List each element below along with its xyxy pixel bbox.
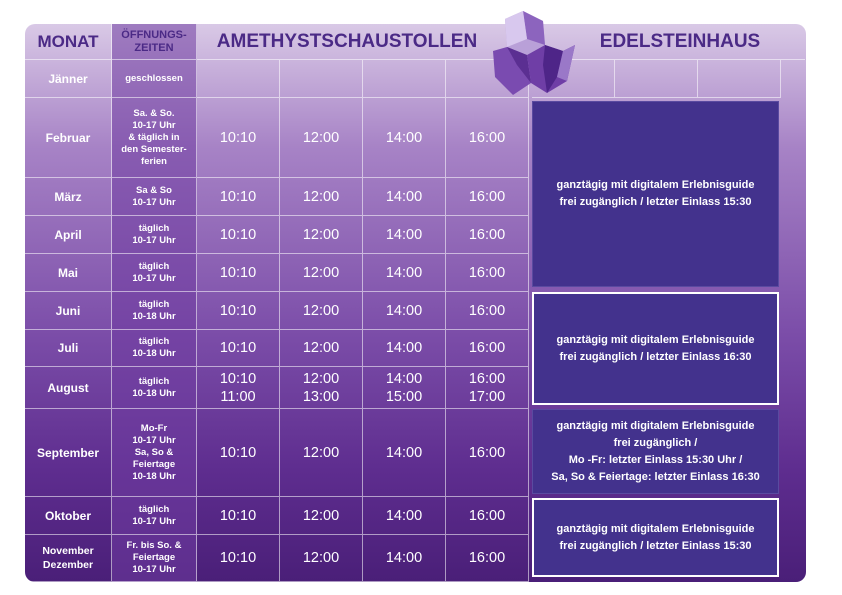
tour-time-cell: 10:10 <box>197 178 280 216</box>
tour-time-cell: 12:00 13:00 <box>280 367 363 409</box>
month-cell: September <box>25 409 112 497</box>
tour-time-cell: 12:00 <box>280 178 363 216</box>
info-box-jun-aug: ganztägig mit digitalem Erlebnisguide frei zugänglich / letzter Einlass 16:30 <box>532 292 779 405</box>
tour-time-cell: 12:00 <box>280 535 363 582</box>
tour-time-cell: 10:10 <box>197 409 280 497</box>
opening-hours-cell: täglich 10-18 Uhr <box>112 330 197 367</box>
tour-time-cell: 14:00 <box>363 409 446 497</box>
tour-time-cell: 12:00 <box>280 216 363 254</box>
tour-time-cell: 16:00 <box>446 535 529 582</box>
amethyst-crystal-icon <box>487 11 579 99</box>
tour-time-cell: 16:00 <box>446 409 529 497</box>
opening-hours-cell: täglich 10-18 Uhr <box>112 292 197 330</box>
month-cell: Mai <box>25 254 112 292</box>
month-cell: Februar <box>25 98 112 178</box>
opening-hours-cell: Sa & So 10-17 Uhr <box>112 178 197 216</box>
tour-time-cell: 12:00 <box>280 98 363 178</box>
header-amethyst-tunnel: AMETHYSTSCHAUSTOLLEN <box>197 24 497 60</box>
tour-time-cell: 16:00 <box>446 254 529 292</box>
header-gem-house: EDELSTEINHAUS <box>555 24 805 60</box>
tour-time-cell: 14:00 <box>363 254 446 292</box>
opening-hours-cell: täglich 10-17 Uhr <box>112 216 197 254</box>
tour-time-cell: 14:00 <box>363 178 446 216</box>
tour-time-cell: 14:00 <box>363 98 446 178</box>
tour-time-cell: 16:00 <box>446 330 529 367</box>
tour-time-cell: 10:10 <box>197 254 280 292</box>
tour-time-cell: 14:00 <box>363 330 446 367</box>
month-cell: Jänner <box>25 60 112 98</box>
info-box-oct-dec: ganztägig mit digitalem Erlebnisguide frei zugänglich / letzter Einlass 15:30 <box>532 498 779 577</box>
tour-time-cell: 14:00 15:00 <box>363 367 446 409</box>
tour-time-cell: 16:00 <box>446 98 529 178</box>
tour-time-cell: 10:10 <box>197 216 280 254</box>
opening-hours-cell: Fr. bis So. & Feiertage 10-17 Uhr <box>112 535 197 582</box>
tour-time-cell: 10:10 11:00 <box>197 367 280 409</box>
tour-time-cell: 14:00 <box>363 292 446 330</box>
tour-time-cell: 10:10 <box>197 497 280 535</box>
tour-time-cell: 14:00 <box>363 535 446 582</box>
tour-time-cell: 16:00 <box>446 497 529 535</box>
opening-hours-cell: täglich 10-17 Uhr <box>112 497 197 535</box>
month-cell: Juli <box>25 330 112 367</box>
tour-time-cell: 12:00 <box>280 254 363 292</box>
header-hours: ÖFFNUNGS- ZEITEN <box>112 24 197 60</box>
month-cell: August <box>25 367 112 409</box>
tour-time-cell: 12:00 <box>280 330 363 367</box>
opening-hours-cell: geschlossen <box>112 60 197 98</box>
tour-time-cell <box>363 60 446 98</box>
tour-time-cell <box>280 60 363 98</box>
tour-time-cell <box>197 60 280 98</box>
tour-time-cell: 16:00 <box>446 216 529 254</box>
tour-time-cell: 16:00 <box>446 292 529 330</box>
tour-time-cell: 16:00 <box>446 178 529 216</box>
tour-time-cell: 10:10 <box>197 330 280 367</box>
tour-time-cell: 14:00 <box>363 497 446 535</box>
month-cell: November Dezember <box>25 535 112 582</box>
opening-hours-cell: täglich 10-18 Uhr <box>112 367 197 409</box>
opening-hours-cell: Mo-Fr 10-17 Uhr Sa, So & Feiertage 10-18 Uhr <box>112 409 197 497</box>
tour-time-cell: 12:00 <box>280 497 363 535</box>
header-month: MONAT <box>25 24 112 60</box>
tour-time-cell: 10:10 <box>197 292 280 330</box>
month-cell: April <box>25 216 112 254</box>
tour-time-cell: 14:00 <box>363 216 446 254</box>
month-cell: März <box>25 178 112 216</box>
gem-house-empty-cell <box>698 60 781 98</box>
tour-time-cell: 10:10 <box>197 98 280 178</box>
schedule-card <box>25 24 806 582</box>
info-box-feb-may: ganztägig mit digitalem Erlebnisguide frei zugänglich / letzter Einlass 15:30 <box>532 101 779 287</box>
month-cell: Oktober <box>25 497 112 535</box>
opening-hours-cell: täglich 10-17 Uhr <box>112 254 197 292</box>
month-cell: Juni <box>25 292 112 330</box>
gem-house-empty-cell <box>615 60 698 98</box>
opening-hours-cell: Sa. & So. 10-17 Uhr & täglich in den Semester- ferien <box>112 98 197 178</box>
tour-time-cell: 12:00 <box>280 409 363 497</box>
tour-time-cell: 10:10 <box>197 535 280 582</box>
tour-time-cell: 12:00 <box>280 292 363 330</box>
info-box-september: ganztägig mit digitalem Erlebnisguide frei zugänglich / Mo -Fr: letzter Einlass 15:30 Uhr / Sa, So & Feiertage: letzter Einlass 16:30 <box>532 409 779 494</box>
tour-time-cell: 16:00 17:00 <box>446 367 529 409</box>
